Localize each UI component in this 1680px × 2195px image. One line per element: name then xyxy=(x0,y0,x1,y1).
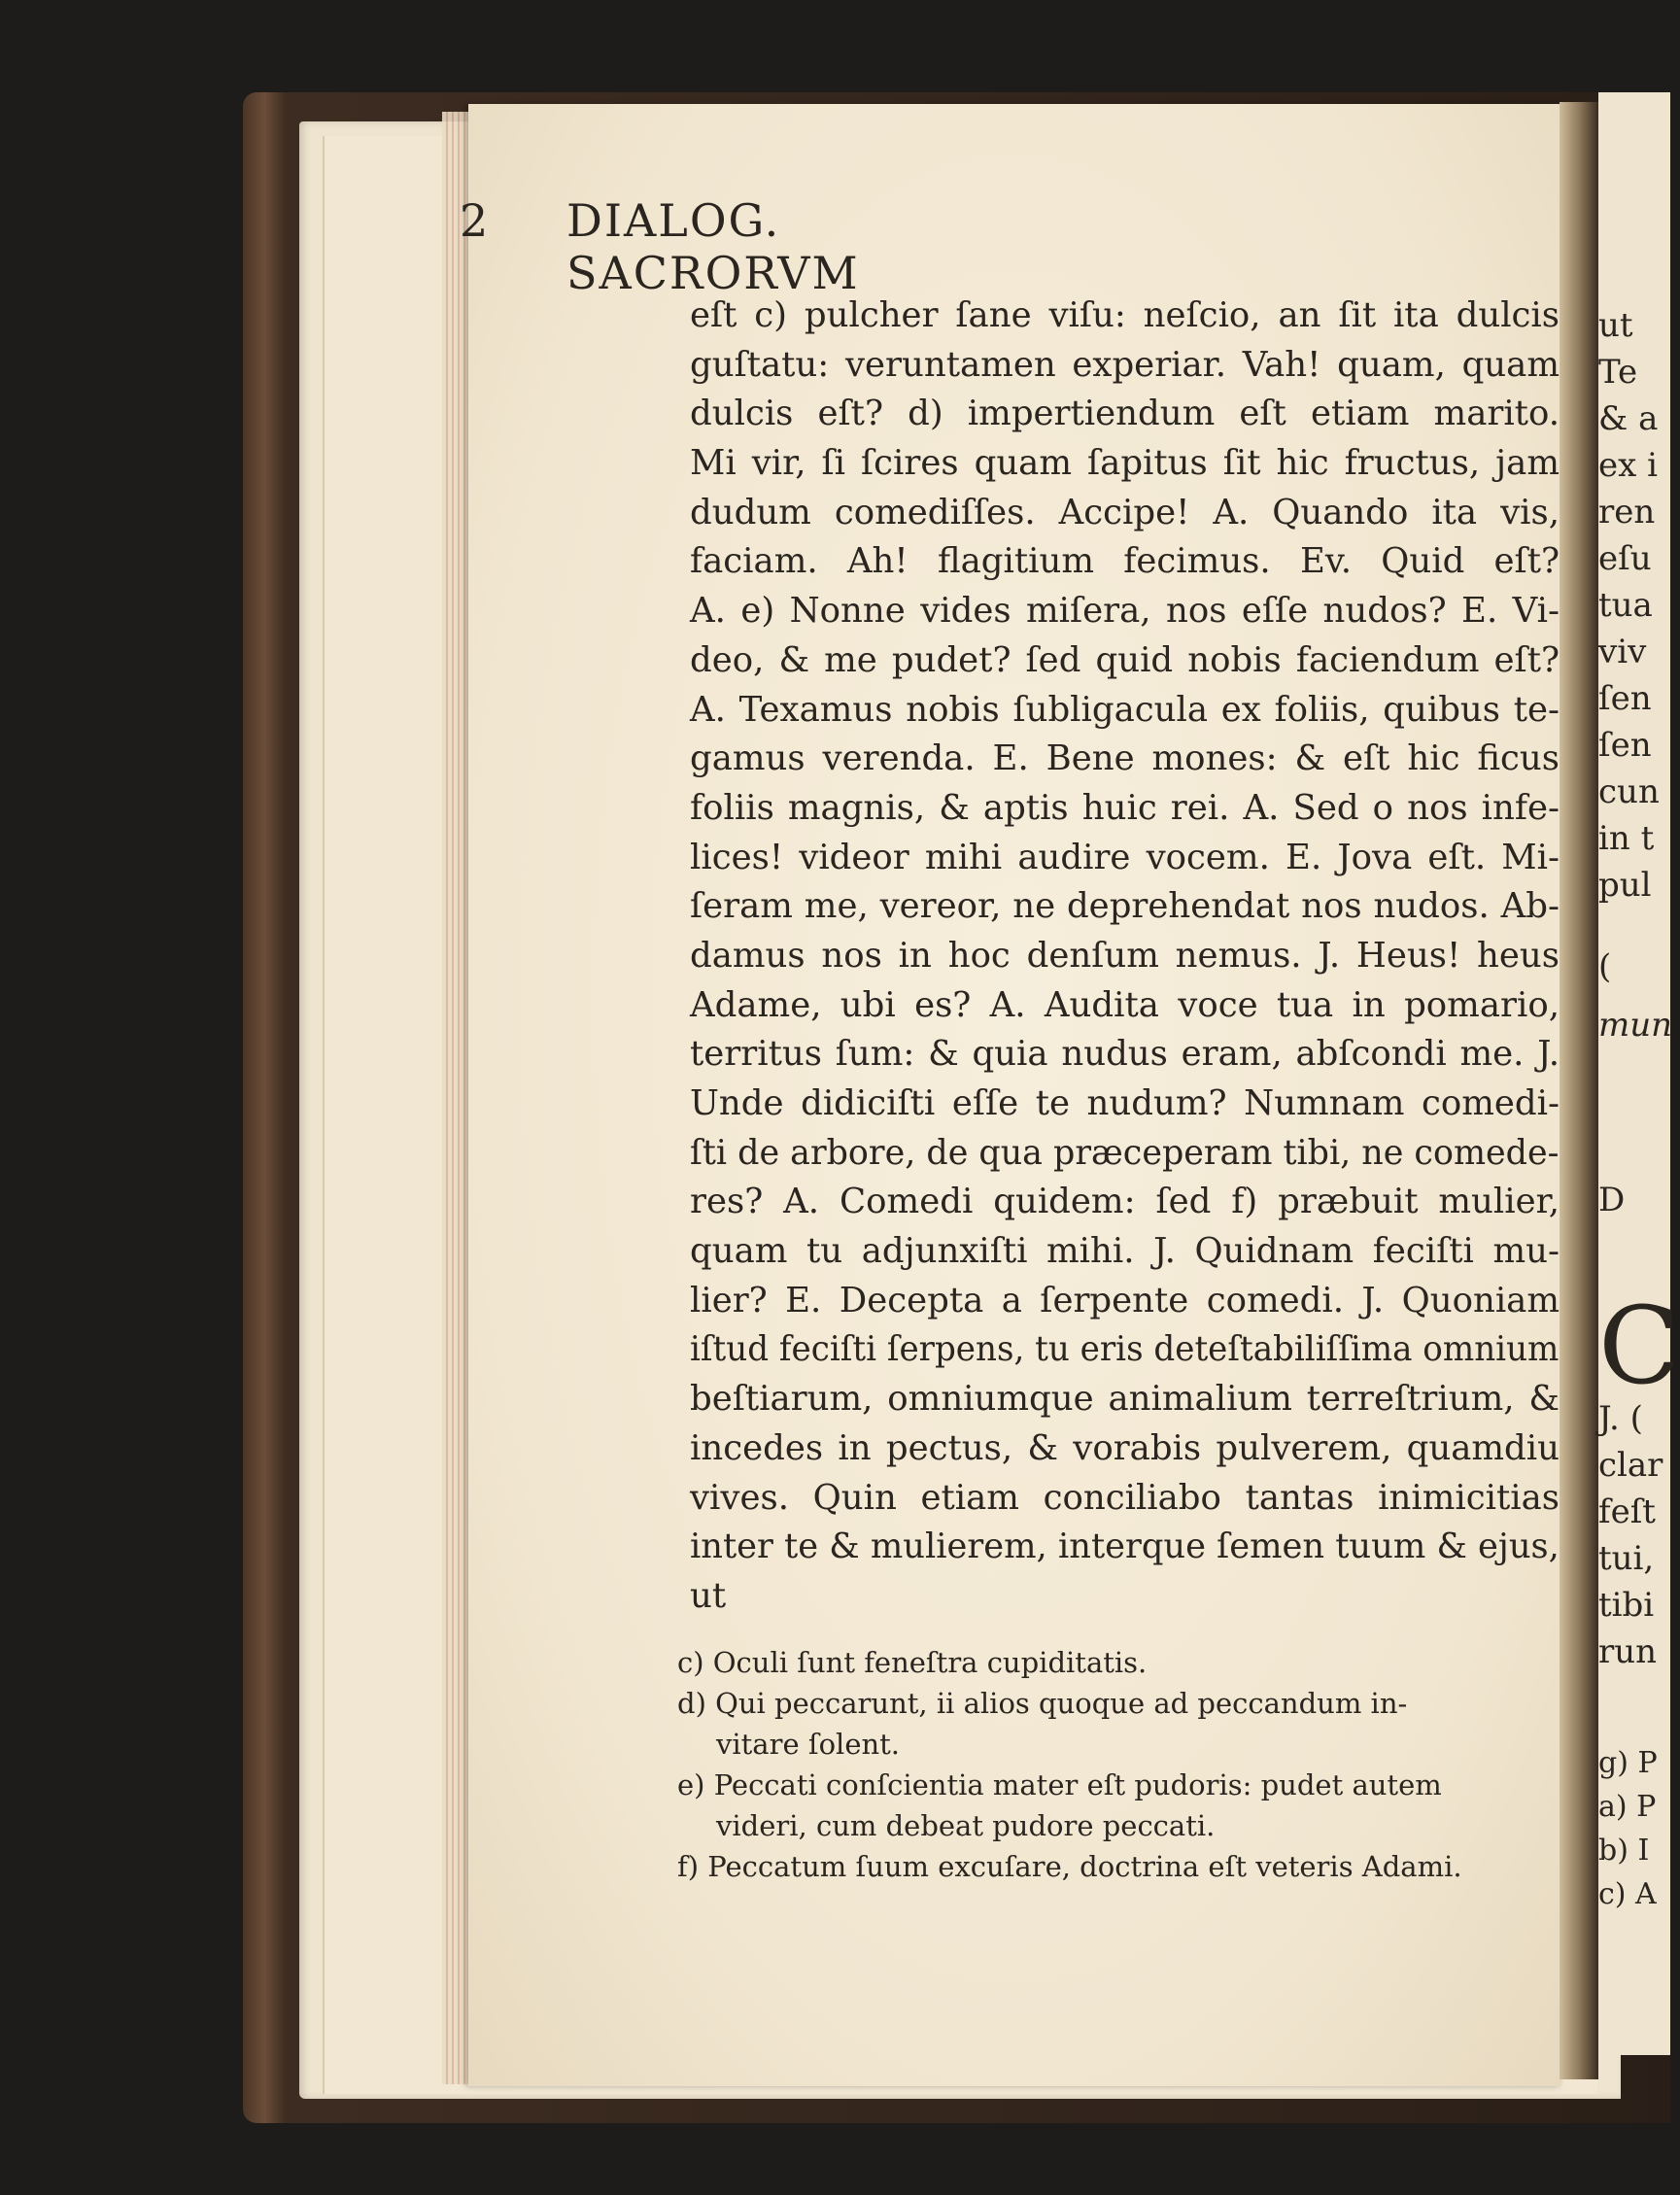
footnote-line: vitare ſolent. xyxy=(716,1728,901,1761)
facing-line: D xyxy=(1598,1181,1626,1219)
body-text xyxy=(690,292,1560,1622)
footnote-line: e) Peccati conſcientia mater eſt pudoris: pudet autem xyxy=(677,1768,1442,1801)
footnote-line: videri, cum debeat pudore peccati. xyxy=(716,1809,1216,1842)
body-line: dulcis eſt? d) impertiendum eſt etiam marito. xyxy=(690,394,1560,434)
facing-page xyxy=(1598,92,1680,2055)
page-number: 2 xyxy=(460,194,491,247)
facing-line: tibi xyxy=(1598,1586,1655,1625)
body-line: vives. Quin etiam conciliabo tantas inimicitias xyxy=(690,1477,1560,1518)
body-line: Unde didiciſti eſſe te nudum? Numnam comedi- xyxy=(690,1083,1560,1123)
facing-line: pul xyxy=(1598,866,1652,905)
facing-line: g) P xyxy=(1598,1746,1658,1780)
body-line: eſt c) pulcher ſane viſu: neſcio, an ſit ita dulcis xyxy=(690,295,1560,335)
facing-line: mun xyxy=(1598,1006,1673,1045)
facing-line: ren xyxy=(1598,493,1656,532)
body-line: lices! videor mihi audire vocem. E. Jova eſt. Mi- xyxy=(690,837,1560,877)
facing-line: in t xyxy=(1598,819,1655,858)
facing-line: viv xyxy=(1598,633,1647,671)
facing-line: cun xyxy=(1598,772,1660,811)
body-line: quam tu adjunxiſti mihi. J. Quidnam feciſti mu- xyxy=(690,1231,1560,1272)
body-line: inter te & mulierem, interque ſemen tuum & ejus, xyxy=(690,1526,1560,1567)
body-line: ſti de arbore, de qua præceperam tibi, ne comede- xyxy=(690,1132,1560,1173)
body-line: ſeram me, vereor, ne deprehendat nos nudos. Ab- xyxy=(690,886,1560,927)
facing-line: a) P xyxy=(1598,1790,1657,1824)
catchword: ut xyxy=(690,1575,727,1616)
facing-line: ſen xyxy=(1598,726,1652,765)
body-line: iſtud feciſti ſerpens, tu eris deteſtabiliſſima omnium xyxy=(690,1329,1560,1370)
body-line: deo, & me pudet? ſed quid nobis faciendum eſt? xyxy=(690,639,1560,680)
facing-line: ( xyxy=(1598,947,1612,986)
body-line: damus nos in hoc denſum nemus. J. Heus! heus xyxy=(690,935,1560,976)
facing-line: ſen xyxy=(1598,679,1652,718)
body-line: Mi vir, ſi ſcires quam ſapitus ſit hic fructus, jam xyxy=(690,443,1560,484)
facing-drop-cap: C xyxy=(1598,1284,1680,1408)
facing-line: run xyxy=(1598,1632,1658,1671)
body-line: lier? E. Decepta a ſerpente comedi. J. Quoniam xyxy=(690,1280,1560,1320)
facing-line: tua xyxy=(1598,586,1653,625)
body-line: territus ſum: & quia nudus eram, abſcondi me. J. xyxy=(690,1034,1560,1075)
body-line: Adame, ubi es? A. Audita voce tua in pomario, xyxy=(690,984,1560,1025)
footnote-line: c) Oculi ſunt feneſtra cupiditatis. xyxy=(677,1646,1148,1679)
body-line: A. Texamus nobis ſubligacula ex foliis, quibus te- xyxy=(690,689,1560,730)
footnotes xyxy=(677,1642,1542,1887)
facing-line: clar xyxy=(1598,1446,1663,1485)
body-line: foliis magnis, & aptis huic rei. A. Sed o nos infe- xyxy=(690,787,1560,828)
running-title: DIALOG. SACRORVM xyxy=(566,194,860,299)
facing-line: & a xyxy=(1598,399,1659,438)
body-line: dudum comediſſes. Accipe! A. Quando ita vis, xyxy=(690,492,1560,532)
body-line: beſtiarum, omniumque animalium terreſtrium, & xyxy=(690,1379,1560,1420)
facing-line: eſu xyxy=(1598,539,1652,578)
facing-line: feſt xyxy=(1598,1492,1656,1531)
body-line: incedes in pectus, & vorabis pulverem, quamdiu xyxy=(690,1427,1560,1468)
body-line: gamus verenda. E. Bene mones: & eſt hic ficus xyxy=(690,738,1560,779)
facing-line: ex i xyxy=(1598,446,1658,485)
body-line: A. e) Nonne vides miſera, nos eſſe nudos? E. Vi- xyxy=(690,591,1560,632)
facing-line: b) I xyxy=(1598,1834,1650,1868)
footnote-line: f) Peccatum ſuum excuſare, doctrina eſt veteris Adami. xyxy=(677,1850,1462,1883)
body-line: res? A. Comedi quidem: ſed f) præbuit mulier, xyxy=(690,1182,1560,1222)
book-gutter xyxy=(1560,102,1598,2079)
facing-line: J. ( xyxy=(1598,1399,1643,1438)
facing-line: c) A xyxy=(1598,1877,1657,1911)
facing-line: Te xyxy=(1598,353,1638,392)
body-line: faciam. Ah! flagitium fecimus. Ev. Quid eſt? xyxy=(690,541,1560,582)
running-head xyxy=(460,194,1081,299)
footnote-line: d) Qui peccarunt, ii alios quoque ad peccandum in- xyxy=(677,1687,1408,1720)
facing-line: ut xyxy=(1598,306,1633,345)
body-line: guſtatu: veruntamen experiar. Vah! quam, quam xyxy=(690,344,1560,385)
page-edges xyxy=(442,112,471,2084)
facing-line: tui, xyxy=(1598,1539,1655,1578)
